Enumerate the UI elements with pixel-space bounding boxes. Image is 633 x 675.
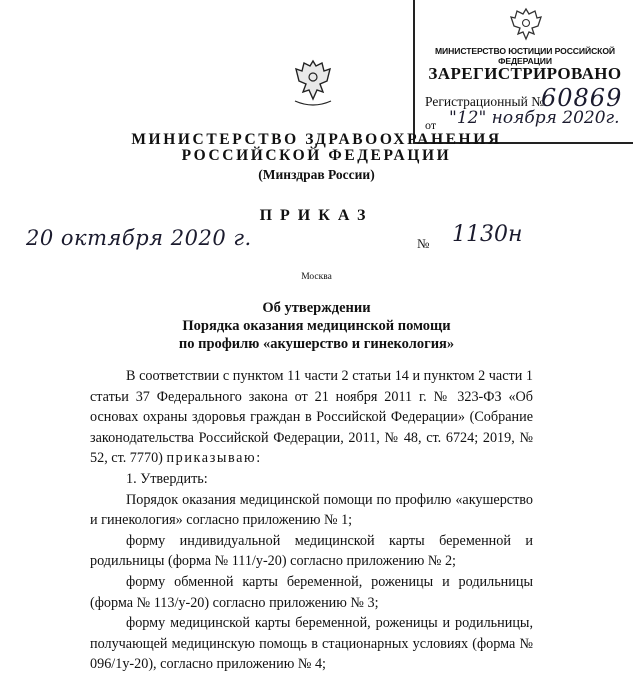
preamble-paragraph [90,366,533,469]
stamp-ministry: МИНИСТЕРСТВО ЮСТИЦИИ РОССИЙСКОЙ ФЕДЕРАЦИИ [435,46,615,66]
registration-stamp [413,0,633,144]
title-line-1: Об утверждении [262,300,371,316]
paragraph-2: форму индивидуальной медицинской карты беременной и родильницы (форма № 111/у-20) согласно приложению № 2; [90,532,533,570]
stamp-date-label: от [425,118,437,132]
order-word: приказываю: [166,450,262,467]
title-line-3: по профилю «акушерство и гинекология» [178,336,455,352]
paragraph-4: форму медицинской карты беременной, роженицы и родильницы, получающей медицинскую помощь в стационарных условиях (форма № 096/1у-20), согласно приложению № 4; [90,615,533,673]
order-number-label: № [417,236,430,251]
paragraph-1: Порядок оказания медицинской помощи по профилю «акушерство и гинекология» согласно приложению № 1; [90,491,533,529]
stamp-emblem-icon [509,6,543,42]
order-date: 20 октября 2020 г. [26,226,252,250]
stamp-reg-label: Регистрационный № [425,94,545,109]
coat-of-arms-icon [291,55,335,111]
stamp-date-value: "12" ноября 2020г. [449,108,620,128]
stamp-reg-number: 60869 [541,84,623,112]
city: Москва [301,272,332,282]
ministry-line-2: РОССИЙСКОЙ ФЕДЕРАЦИИ [181,147,452,164]
item-1: 1. Утвердить: [126,470,208,487]
document-type: ПРИКАЗ [259,207,374,224]
paragraph-3: форму обменной карты беременной, роженицы и родильницы (форма № 113/у-20) согласно приложению № 3; [90,573,533,611]
ministry-line-1: МИНИСТЕРСТВО ЗДРАВООХРАНЕНИЯ [131,131,502,148]
document-body [90,366,533,675]
preamble-text: В соответствии с пунктом 11 части 2 статьи 14 и пунктом 2 части 1 статьи 37 Федерального закона от 21 ноября 2011 г. № 323-ФЗ «Об основах охраны здоровья граждан в Российской Федерации» (Собрание законодательства Российской Федерации, 2011, № 48, ст. 6724; 2019, № 52, ст. 7770) [90,368,533,467]
order-number: 1130н [452,222,523,247]
ministry-abbr: (Минздрав России) [258,167,375,182]
stamp-registered: ЗАРЕГИСТРИРОВАНО [428,64,622,83]
title-line-2: Порядка оказания медицинской помощи [182,318,451,334]
